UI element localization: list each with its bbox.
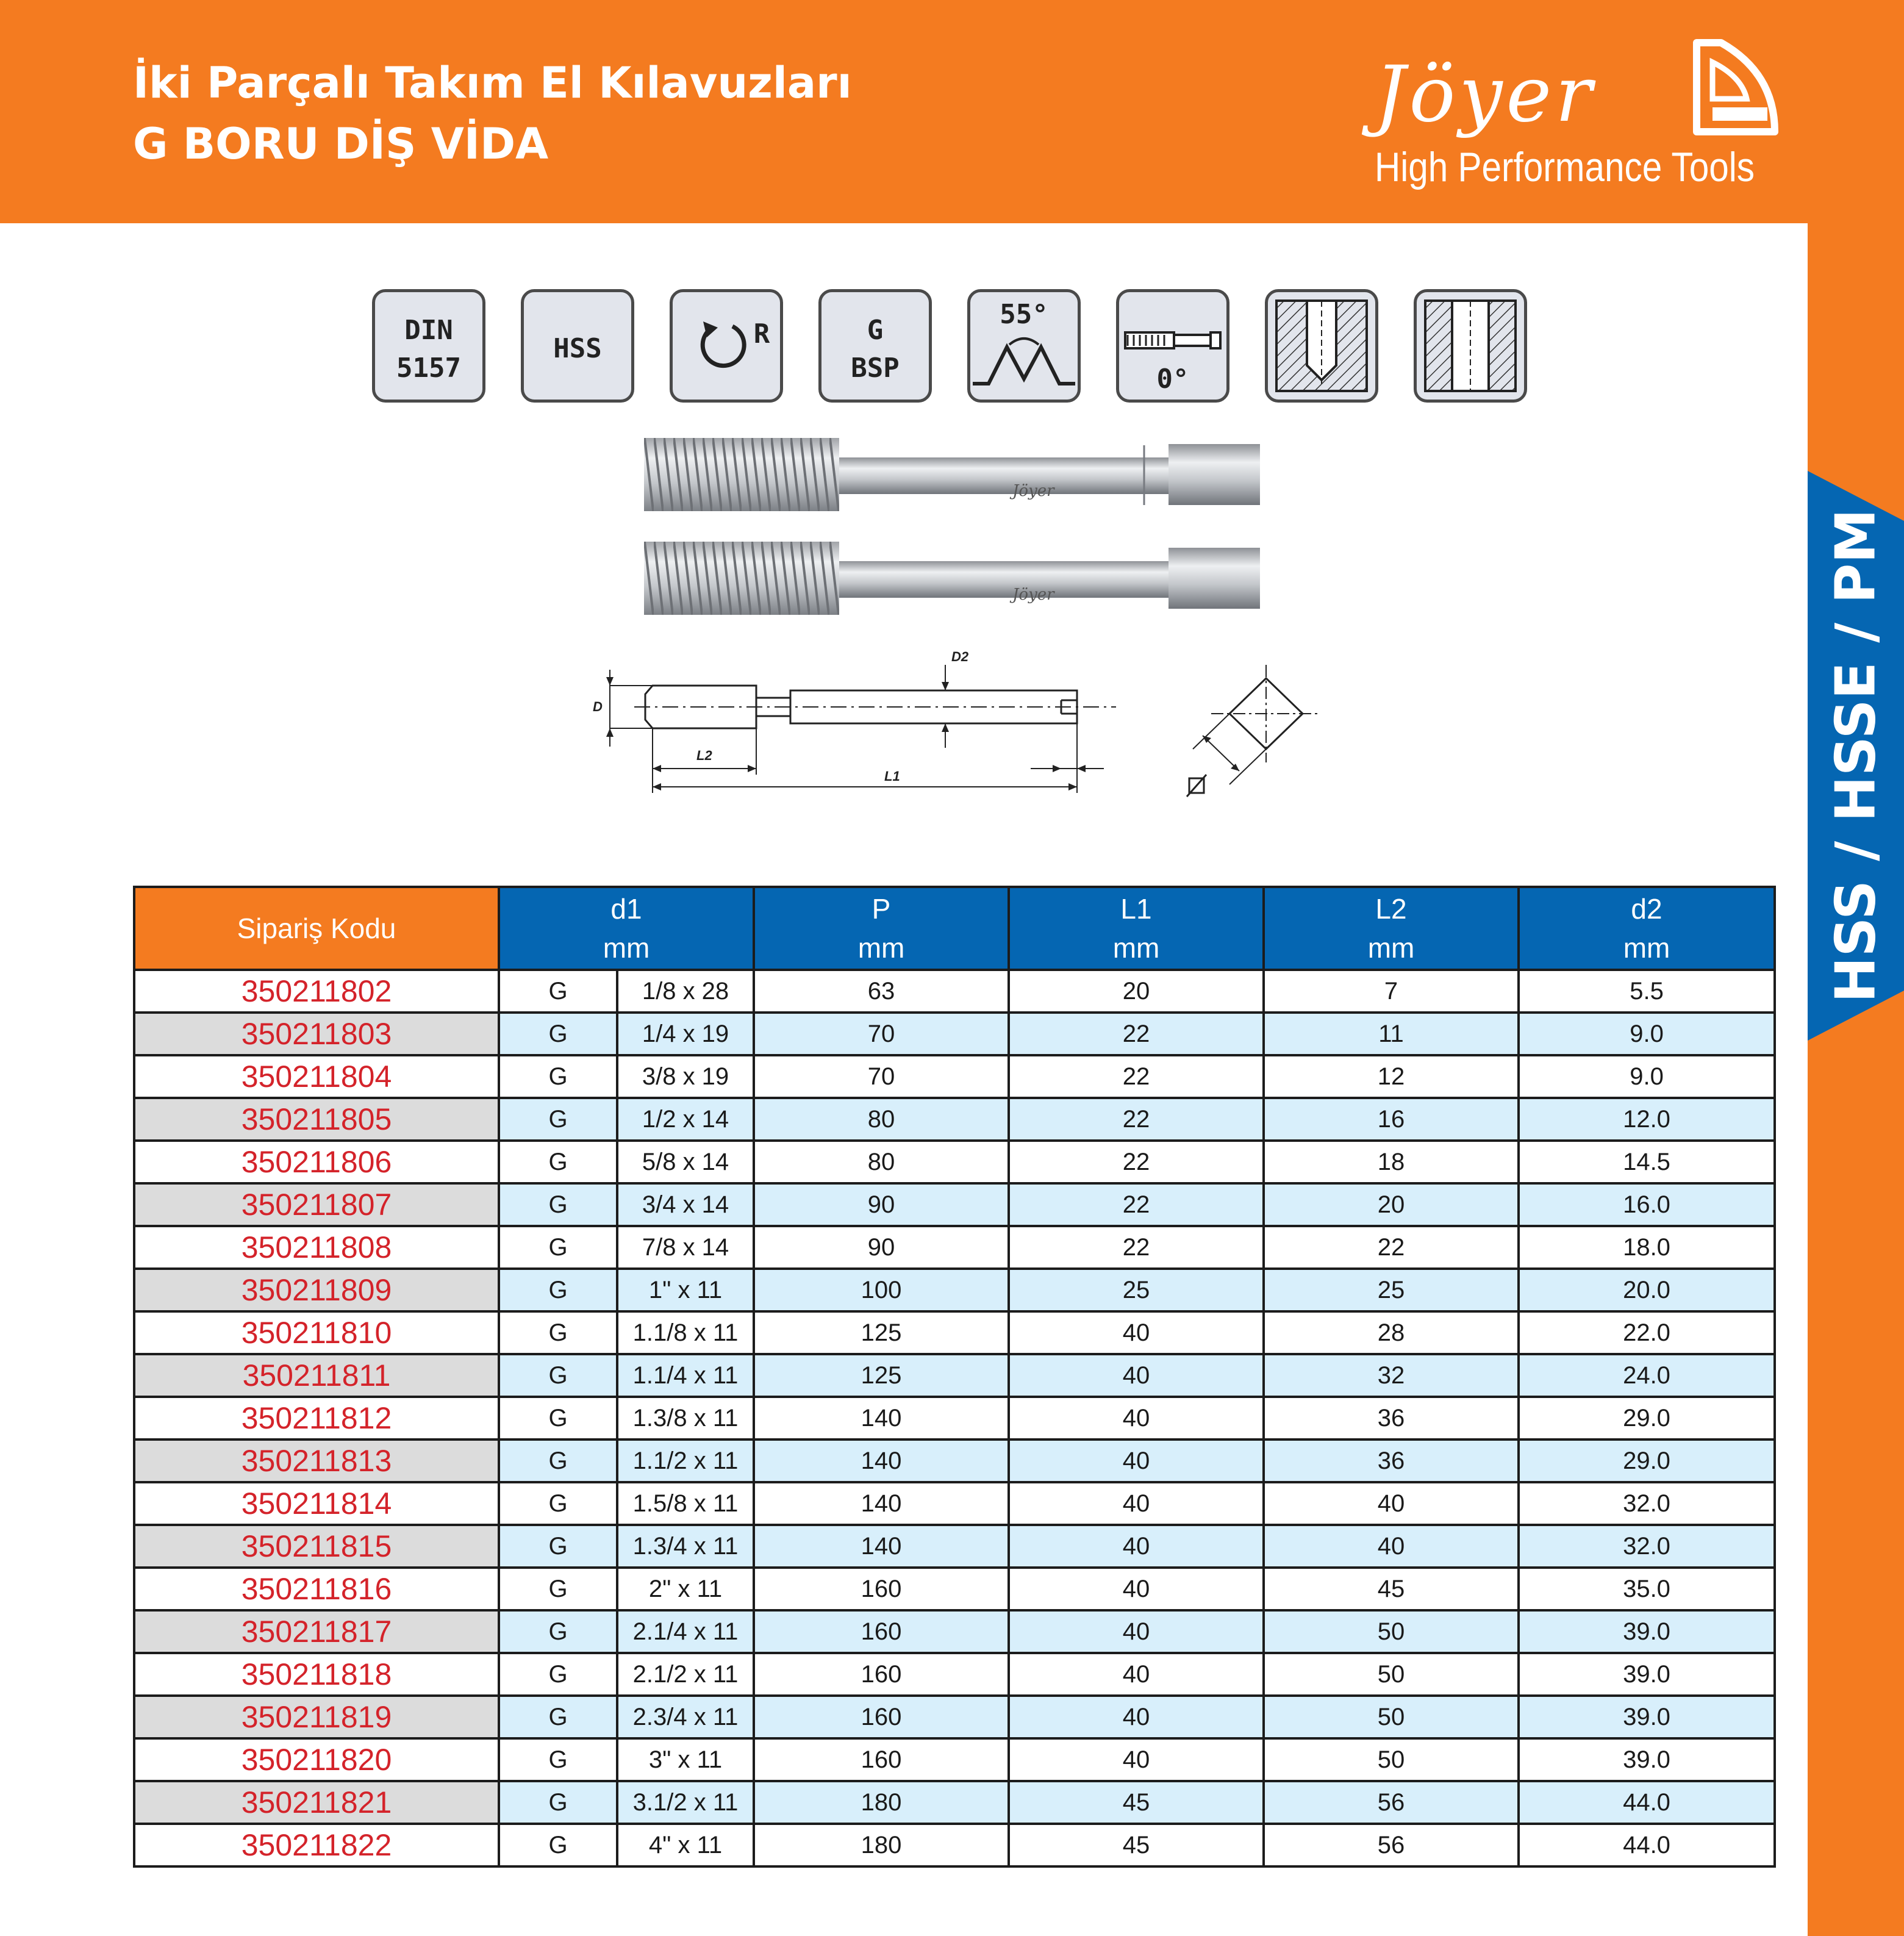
thread-size-cell: 3/4 x 14: [617, 1183, 754, 1226]
length-l2-cell: 40: [1264, 1525, 1519, 1568]
din-standard-icon: DIN 5157: [372, 289, 485, 403]
table-row: [134, 1226, 1775, 1269]
length-l1-cell: 40: [1009, 1482, 1264, 1525]
thread-size-cell: 1.1/8 x 11: [617, 1311, 754, 1354]
pitch-cell: 160: [754, 1696, 1009, 1738]
order-code-cell: 350211821: [134, 1781, 499, 1824]
table-row: [134, 1824, 1775, 1866]
length-l1-cell: 45: [1009, 1781, 1264, 1824]
thread-size-cell: 1.3/4 x 11: [617, 1525, 754, 1568]
thread-size-cell: 1.3/8 x 11: [617, 1397, 754, 1439]
table-row: [134, 1696, 1775, 1738]
thread-size-cell: 2.3/4 x 11: [617, 1696, 754, 1738]
technical-drawing: [579, 634, 1336, 817]
thread-type-cell: G: [499, 1098, 617, 1141]
thread-type-cell: G: [499, 970, 617, 1013]
length-l2-cell: 40: [1264, 1482, 1519, 1525]
table-row: [134, 1269, 1775, 1311]
pitch-cell: 160: [754, 1738, 1009, 1781]
thread-type-cell: G: [499, 1525, 617, 1568]
brand-tagline: High Performance Tools: [1375, 144, 1755, 190]
thread-size-cell: 2.1/4 x 11: [617, 1610, 754, 1653]
table-row: [134, 970, 1775, 1013]
order-code-cell: 350211815: [134, 1525, 499, 1568]
order-code-cell: 350211809: [134, 1269, 499, 1311]
thread-type-cell: G: [499, 1482, 617, 1525]
tap-engraving-2: Jöyer: [1012, 586, 1054, 604]
table-row: [134, 1738, 1775, 1781]
diameter-d2-cell: 29.0: [1519, 1397, 1775, 1439]
table-row: [134, 1482, 1775, 1525]
table-row: [134, 1781, 1775, 1824]
thread-type-cell: G: [499, 1269, 617, 1311]
table-row: [134, 1653, 1775, 1696]
brand-logo-icon: [1688, 38, 1781, 138]
length-l1-cell: 22: [1009, 1055, 1264, 1098]
thread-size-cell: 1.1/4 x 11: [617, 1354, 754, 1397]
diameter-d2-cell: 24.0: [1519, 1354, 1775, 1397]
thread-type-cell: G: [499, 1013, 617, 1055]
table-row: [134, 1439, 1775, 1482]
order-code-cell: 350211819: [134, 1696, 499, 1738]
pitch-cell: 80: [754, 1098, 1009, 1141]
pitch-cell: 140: [754, 1482, 1009, 1525]
dimension-label-l2: L2: [696, 748, 712, 763]
pitch-cell: 180: [754, 1824, 1009, 1866]
thread-size-cell: 2.1/2 x 11: [617, 1653, 754, 1696]
thread-size-cell: 3.1/2 x 11: [617, 1781, 754, 1824]
thread-size-cell: 5/8 x 14: [617, 1141, 754, 1183]
tap-engraving-1: Jöyer: [1012, 482, 1054, 500]
thread-size-cell: 1" x 11: [617, 1269, 754, 1311]
col-header-l2: L2 mm: [1264, 887, 1519, 970]
length-l2-cell: 22: [1264, 1226, 1519, 1269]
col-header-code: Sipariş Kodu: [134, 887, 499, 970]
length-l2-cell: 20: [1264, 1183, 1519, 1226]
thread-type-cell: G: [499, 1311, 617, 1354]
order-code-cell: 350211806: [134, 1141, 499, 1183]
col-header-l1: L1 mm: [1009, 887, 1264, 970]
thread-type-cell: G: [499, 1568, 617, 1610]
diameter-d2-cell: 18.0: [1519, 1226, 1775, 1269]
rake-angle-icon: 0°: [1116, 289, 1229, 403]
order-code-cell: 350211808: [134, 1226, 499, 1269]
table-row: [134, 1055, 1775, 1098]
length-l1-cell: 22: [1009, 1098, 1264, 1141]
pitch-cell: 63: [754, 970, 1009, 1013]
table-row: [134, 1568, 1775, 1610]
thread-type-cell: G: [499, 1610, 617, 1653]
length-l1-cell: 40: [1009, 1311, 1264, 1354]
table-row: [134, 1098, 1775, 1141]
page-header: [0, 0, 1904, 223]
table-row: [134, 1311, 1775, 1354]
length-l1-cell: 25: [1009, 1269, 1264, 1311]
col-header-p: P mm: [754, 887, 1009, 970]
pitch-cell: 125: [754, 1311, 1009, 1354]
dimension-label-l1: L1: [884, 769, 900, 784]
length-l1-cell: 22: [1009, 1226, 1264, 1269]
pitch-cell: 160: [754, 1568, 1009, 1610]
thread-type-cell: G: [499, 1397, 617, 1439]
length-l2-cell: 12: [1264, 1055, 1519, 1098]
length-l1-cell: 45: [1009, 1824, 1264, 1866]
order-code-cell: 350211822: [134, 1824, 499, 1866]
length-l2-cell: 56: [1264, 1781, 1519, 1824]
length-l2-cell: 11: [1264, 1013, 1519, 1055]
order-code-cell: 350211813: [134, 1439, 499, 1482]
diameter-d2-cell: 39.0: [1519, 1653, 1775, 1696]
pitch-cell: 90: [754, 1183, 1009, 1226]
pitch-cell: 70: [754, 1055, 1009, 1098]
tap-image-2: [644, 537, 1260, 620]
length-l1-cell: 40: [1009, 1525, 1264, 1568]
pitch-cell: 100: [754, 1269, 1009, 1311]
length-l1-cell: 40: [1009, 1610, 1264, 1653]
length-l2-cell: 50: [1264, 1653, 1519, 1696]
thread-size-cell: 2" x 11: [617, 1568, 754, 1610]
length-l2-cell: 16: [1264, 1098, 1519, 1141]
pitch-cell: 125: [754, 1354, 1009, 1397]
thread-type-cell: G: [499, 1653, 617, 1696]
length-l1-cell: 40: [1009, 1653, 1264, 1696]
table-body: [134, 970, 1775, 1866]
diameter-d2-cell: 39.0: [1519, 1610, 1775, 1653]
diameter-d2-cell: 29.0: [1519, 1439, 1775, 1482]
thread-type-cell: G: [499, 1824, 617, 1866]
length-l2-cell: 50: [1264, 1738, 1519, 1781]
table-row: [134, 1141, 1775, 1183]
order-code-cell: 350211803: [134, 1013, 499, 1055]
length-l2-cell: 32: [1264, 1354, 1519, 1397]
pitch-cell: 180: [754, 1781, 1009, 1824]
table-row: [134, 1013, 1775, 1055]
order-code-cell: 350211805: [134, 1098, 499, 1141]
length-l2-cell: 50: [1264, 1610, 1519, 1653]
diameter-d2-cell: 9.0: [1519, 1055, 1775, 1098]
diameter-d2-cell: 32.0: [1519, 1482, 1775, 1525]
thread-type-cell: G: [499, 1141, 617, 1183]
length-l1-cell: 22: [1009, 1013, 1264, 1055]
thread-type-cell: G: [499, 1226, 617, 1269]
table-header-row: [134, 887, 1775, 970]
pitch-cell: 140: [754, 1525, 1009, 1568]
diameter-d2-cell: 44.0: [1519, 1781, 1775, 1824]
pitch-cell: 80: [754, 1141, 1009, 1183]
thread-size-cell: 1/8 x 28: [617, 970, 754, 1013]
diameter-d2-cell: 16.0: [1519, 1183, 1775, 1226]
table-row: [134, 1610, 1775, 1653]
table-row: [134, 1354, 1775, 1397]
length-l2-cell: 50: [1264, 1696, 1519, 1738]
table-row: [134, 1525, 1775, 1568]
order-code-cell: 350211807: [134, 1183, 499, 1226]
table-row: [134, 1183, 1775, 1226]
order-code-cell: 350211820: [134, 1738, 499, 1781]
order-code-cell: 350211804: [134, 1055, 499, 1098]
order-code-cell: 350211816: [134, 1568, 499, 1610]
length-l1-cell: 40: [1009, 1696, 1264, 1738]
pitch-cell: 70: [754, 1013, 1009, 1055]
page-subtitle: G BORU DİŞ VİDA: [133, 119, 549, 169]
thread-size-cell: 4" x 11: [617, 1824, 754, 1866]
length-l2-cell: 45: [1264, 1568, 1519, 1610]
length-l2-cell: 36: [1264, 1439, 1519, 1482]
length-l1-cell: 40: [1009, 1439, 1264, 1482]
thread-type-cell: G: [499, 1183, 617, 1226]
order-code-cell: 350211814: [134, 1482, 499, 1525]
length-l2-cell: 36: [1264, 1397, 1519, 1439]
order-code-cell: 350211810: [134, 1311, 499, 1354]
through-hole-icon: [1414, 289, 1527, 403]
thread-size-cell: 1.5/8 x 11: [617, 1482, 754, 1525]
length-l2-cell: 28: [1264, 1311, 1519, 1354]
material-icon: HSS: [521, 289, 634, 403]
length-l1-cell: 40: [1009, 1354, 1264, 1397]
length-l2-cell: 25: [1264, 1269, 1519, 1311]
dimension-label-d: D: [593, 699, 603, 714]
tap-image-1: [644, 433, 1260, 516]
diameter-d2-cell: 20.0: [1519, 1269, 1775, 1311]
pitch-cell: 140: [754, 1439, 1009, 1482]
length-l2-cell: 18: [1264, 1141, 1519, 1183]
right-hand-rotation-icon: R: [670, 289, 783, 403]
diameter-d2-cell: 12.0: [1519, 1098, 1775, 1141]
thread-type-cell: G: [499, 1354, 617, 1397]
order-code-cell: 350211817: [134, 1610, 499, 1653]
thread-type-cell: G: [499, 1781, 617, 1824]
diameter-d2-cell: 5.5: [1519, 970, 1775, 1013]
thread-type-cell: G: [499, 1696, 617, 1738]
table-row: [134, 1397, 1775, 1439]
diameter-d2-cell: 35.0: [1519, 1568, 1775, 1610]
length-l2-cell: 7: [1264, 970, 1519, 1013]
pitch-cell: 90: [754, 1226, 1009, 1269]
order-code-cell: 350211818: [134, 1653, 499, 1696]
length-l1-cell: 40: [1009, 1397, 1264, 1439]
order-code-cell: 350211812: [134, 1397, 499, 1439]
brand-logo-text: Jöyer: [1375, 49, 1596, 139]
pitch-cell: 140: [754, 1397, 1009, 1439]
length-l1-cell: 22: [1009, 1141, 1264, 1183]
length-l1-cell: 22: [1009, 1183, 1264, 1226]
spec-table: [133, 886, 1776, 1868]
diameter-d2-cell: 44.0: [1519, 1824, 1775, 1866]
page-title: İki Parçalı Takım El Kılavuzları: [133, 58, 852, 108]
thread-type-cell: G: [499, 1738, 617, 1781]
diameter-d2-cell: 39.0: [1519, 1696, 1775, 1738]
diameter-d2-cell: 14.5: [1519, 1141, 1775, 1183]
col-header-d2: d2 mm: [1519, 887, 1775, 970]
thread-type-cell: G: [499, 1439, 617, 1482]
length-l2-cell: 56: [1264, 1824, 1519, 1866]
order-code-cell: 350211811: [134, 1354, 499, 1397]
diameter-d2-cell: 9.0: [1519, 1013, 1775, 1055]
thread-size-cell: 3/8 x 19: [617, 1055, 754, 1098]
col-header-d1: d1 mm: [499, 887, 754, 970]
side-category-label: HSS / HSSE / PM: [1823, 509, 1888, 1003]
thread-size-cell: 1.1/2 x 11: [617, 1439, 754, 1482]
thread-size-cell: 7/8 x 14: [617, 1226, 754, 1269]
thread-angle-icon: 55°: [967, 289, 1081, 403]
pitch-cell: 160: [754, 1610, 1009, 1653]
pitch-cell: 160: [754, 1653, 1009, 1696]
diameter-d2-cell: 22.0: [1519, 1311, 1775, 1354]
length-l1-cell: 40: [1009, 1568, 1264, 1610]
dimension-label-d2: D2: [951, 649, 969, 664]
length-l1-cell: 40: [1009, 1738, 1264, 1781]
thread-size-cell: 3" x 11: [617, 1738, 754, 1781]
thread-type-icon: G BSP: [818, 289, 932, 403]
diameter-d2-cell: 32.0: [1519, 1525, 1775, 1568]
blind-hole-icon: [1265, 289, 1378, 403]
order-code-cell: 350211802: [134, 970, 499, 1013]
thread-size-cell: 1/2 x 14: [617, 1098, 754, 1141]
length-l1-cell: 20: [1009, 970, 1264, 1013]
thread-size-cell: 1/4 x 19: [617, 1013, 754, 1055]
thread-type-cell: G: [499, 1055, 617, 1098]
diameter-d2-cell: 39.0: [1519, 1738, 1775, 1781]
